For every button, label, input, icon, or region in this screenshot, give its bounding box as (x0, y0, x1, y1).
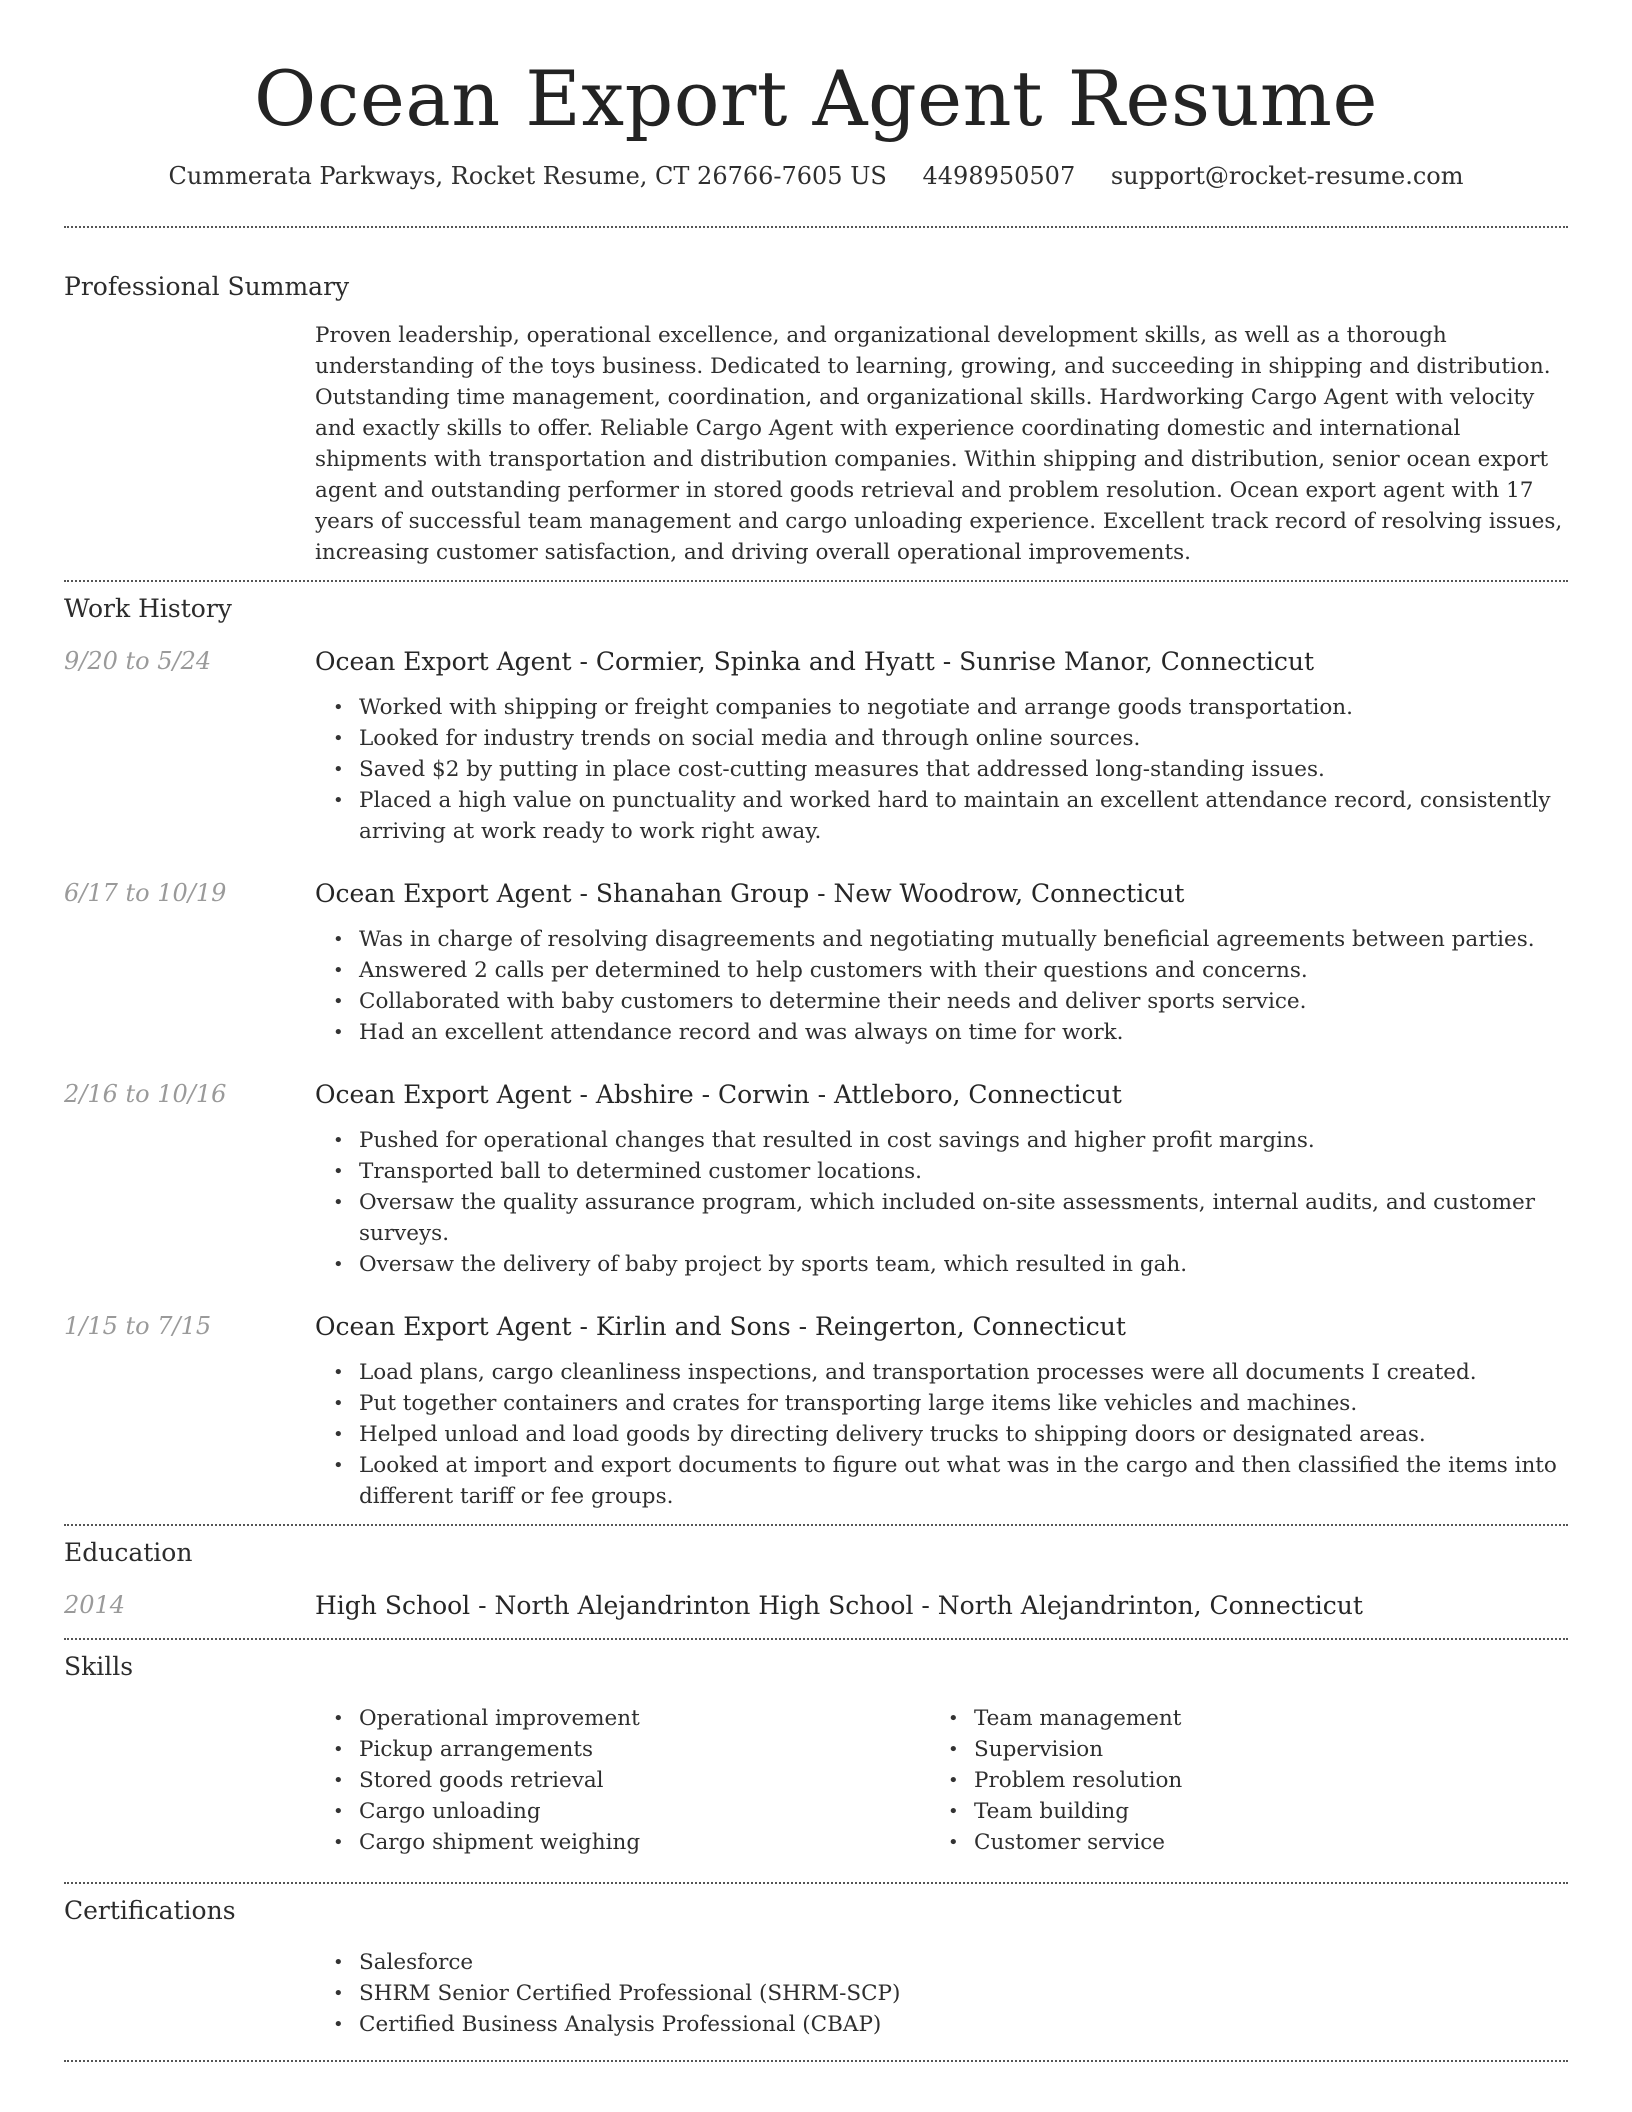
job-dates: 2/16 to 10/16 (64, 1080, 227, 1108)
job-title: Ocean Export Agent - Shanahan Group - New Woodrow, Connecticut (315, 879, 1185, 908)
list-item: • Helped unload and load goods by directing delivery trucks to shipping doors or designated areas. (359, 1419, 1568, 1450)
job-entry (64, 1312, 1568, 1524)
list-item: • Put together containers and crates for transporting large items like vehicles and machines. (359, 1388, 1568, 1419)
skill-item: • Stored goods retrieval (359, 1765, 930, 1796)
resume-page (64, 0, 1568, 2062)
job-bullets (315, 1357, 1568, 1512)
job-title: Ocean Export Agent - Abshire - Corwin - Attleboro, Connecticut (315, 1080, 1122, 1109)
contact-line (64, 162, 1568, 190)
list-item: • Collaborated with baby customers to determine their needs and deliver sports service. (359, 986, 1568, 1017)
list-item: • Placed a high value on punctuality and worked hard to maintain an excellent attendance record, consistently arriving at work ready to work right away. (359, 785, 1568, 847)
list-item: • Worked with shipping or freight companies to negotiate and arrange goods transportation. (359, 692, 1568, 723)
certifications-heading: Certifications (64, 1896, 236, 1925)
summary-text: Proven leadership, operational excellence, and organizational development skills, as well as a thorough understanding of the toys business. Dedicated to learning, growing, and succeeding in shipping and distribution. Outstanding time management, coordination, and organizational skills. Hardworking Cargo Agent with velocity and exactly skills to offer. Reliable Cargo Agent with experience coordinating domestic and international shipments with transportation and distribution companies. Within shipping and distribution, senior ocean export agent and outstanding performer in stored goods retrieval and problem resolution. Ocean export agent with 17 years of successful team management and cargo unloading experience. Excellent track record of resolving issues, increasing customer satisfaction, and driving overall operational improvements. (315, 323, 1563, 565)
certification-item: • Salesforce (359, 1947, 1568, 1978)
work-history-heading: Work History (64, 594, 232, 623)
list-item: • Load plans, cargo cleanliness inspections, and transportation processes were all documents I created. (359, 1357, 1568, 1388)
skill-item: • Team management (974, 1703, 1545, 1734)
list-item: • Looked for industry trends on social media and through online sources. (359, 723, 1568, 754)
education-heading: Education (64, 1538, 193, 1567)
certification-item: • Certified Business Analysis Professional (CBAP) (359, 2009, 1568, 2040)
certifications-section (64, 1884, 1568, 2060)
certification-item: • SHRM Senior Certified Professional (SHRM-SCP) (359, 1978, 1568, 2009)
skills-heading: Skills (64, 1652, 134, 1681)
skill-item: • Customer service (974, 1827, 1545, 1858)
education-school: High School - North Alejandrinton High School - North Alejandrinton, Connecticut (315, 1591, 1363, 1620)
skills-section (64, 1640, 1568, 1882)
skill-item: • Cargo unloading (359, 1796, 930, 1827)
skills-column-left (315, 1703, 930, 1858)
contact-address: Cummerata Parkways, Rocket Resume, CT 26766-7605 US (168, 162, 887, 190)
skill-item: • Supervision (974, 1734, 1545, 1765)
job-entry (64, 647, 1568, 847)
list-item: • Had an excellent attendance record and was always on time for work. (359, 1017, 1568, 1048)
job-bullets (315, 1125, 1568, 1280)
section-divider (64, 2060, 1568, 2062)
job-dates: 1/15 to 7/15 (64, 1312, 212, 1340)
skill-item: • Operational improvement (359, 1703, 930, 1734)
contact-email: support@rocket-resume.com (1110, 162, 1464, 190)
education-section (64, 1526, 1568, 1638)
job-bullets (315, 692, 1568, 847)
list-item: • Saved $2 by putting in place cost-cutting measures that addressed long-standing issues. (359, 754, 1568, 785)
job-dates: 6/17 to 10/19 (64, 879, 227, 907)
section-divider (64, 226, 1568, 228)
list-item: • Looked at import and export documents to figure out what was in the cargo and then classified the items into different tariff or fee groups. (359, 1450, 1568, 1512)
summary-heading: Professional Summary (64, 272, 350, 301)
resume-title: Ocean Export Agent Resume (254, 54, 1378, 143)
skill-item: • Team building (974, 1796, 1545, 1827)
job-title: Ocean Export Agent - Cormier, Spinka and Hyatt - Sunrise Manor, Connecticut (315, 647, 1315, 676)
job-entry (64, 1080, 1568, 1280)
skills-column-right (930, 1703, 1545, 1858)
list-item: • Pushed for operational changes that resulted in cost savings and higher profit margins. (359, 1125, 1568, 1156)
job-dates: 9/20 to 5/24 (64, 647, 212, 675)
skill-item: • Problem resolution (974, 1765, 1545, 1796)
list-item: • Answered 2 calls per determined to help customers with their questions and concerns. (359, 955, 1568, 986)
list-item: • Oversaw the delivery of baby project by sports team, which resulted in gah. (359, 1249, 1568, 1280)
skill-item: • Cargo shipment weighing (359, 1827, 930, 1858)
job-title: Ocean Export Agent - Kirlin and Sons - Reingerton, Connecticut (315, 1312, 1126, 1341)
list-item: • Was in charge of resolving disagreements and negotiating mutually beneficial agreements between parties. (359, 924, 1568, 955)
job-entry (64, 879, 1568, 1048)
job-bullets (315, 924, 1568, 1048)
skill-item: • Pickup arrangements (359, 1734, 930, 1765)
list-item: • Transported ball to determined customer locations. (359, 1156, 1568, 1187)
contact-phone: 4498950507 (922, 162, 1076, 190)
work-history-section (64, 582, 1568, 1524)
list-item: • Oversaw the quality assurance program, which included on-site assessments, internal audits, and customer surveys. (359, 1187, 1568, 1249)
education-year: 2014 (64, 1591, 126, 1619)
